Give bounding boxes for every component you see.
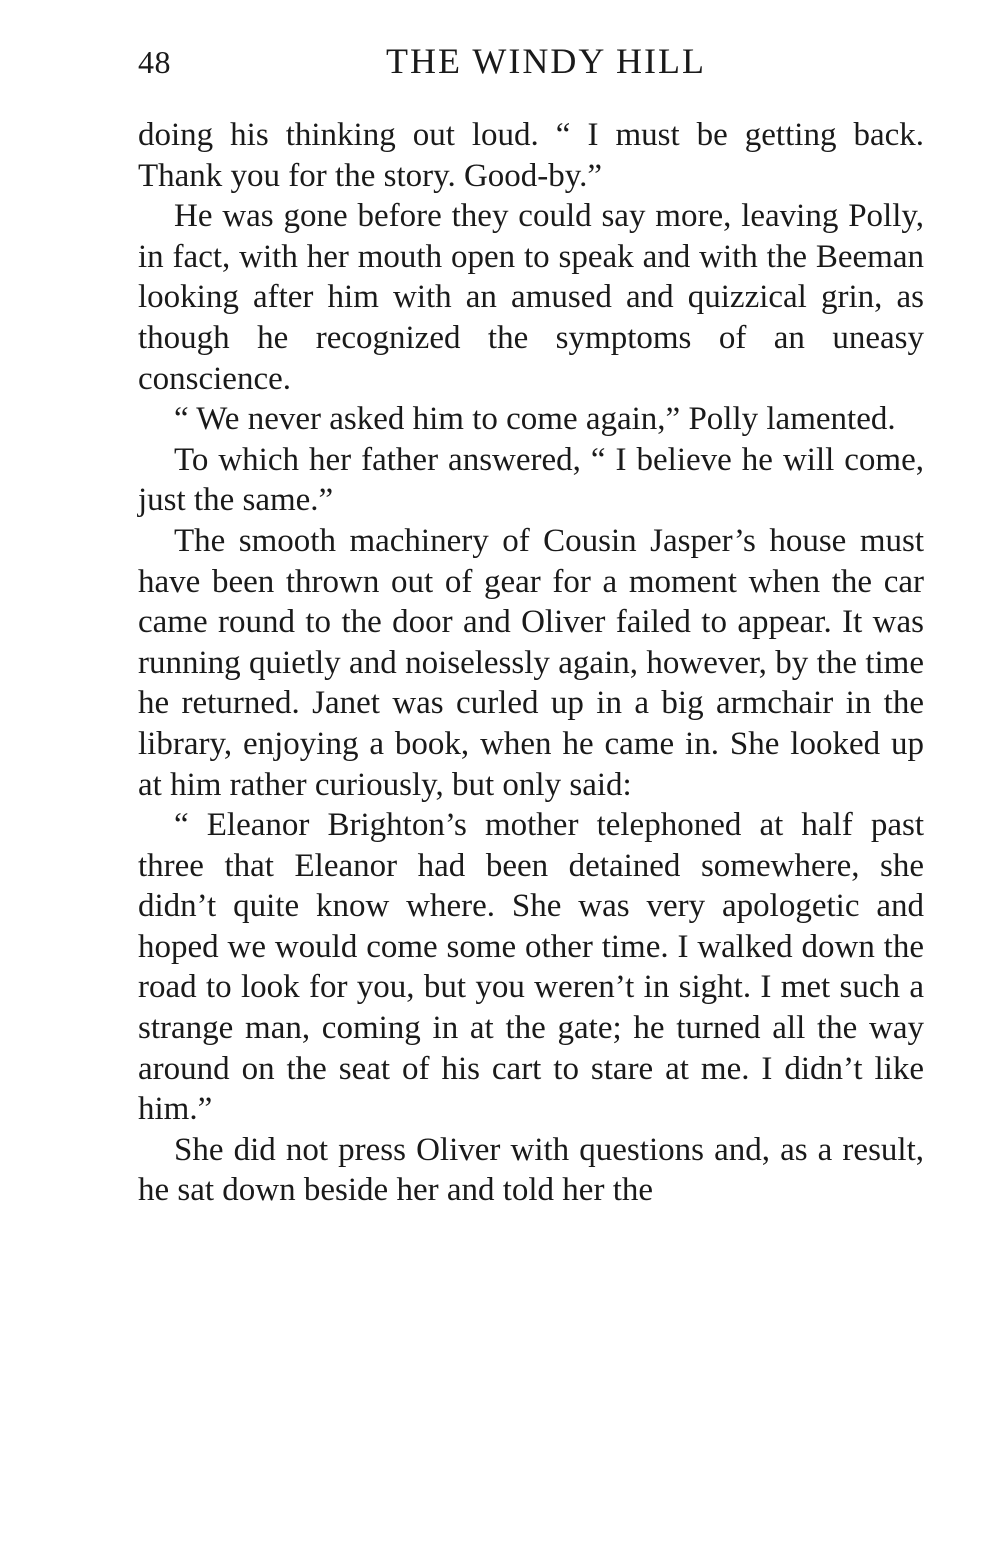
- paragraph: The smooth machinery of Cousin Jasper’s house must have been thrown out of gear for a moment when the car came round to the door and Oliver failed to appear. It was running quietly and noiselessly again, however, by the time he returned. Janet was curled up in a big armchair in the library, enjoying a book, when he came in. She looked up at him rather curiously, but only said:: [138, 522, 924, 803]
- body-text: [138, 115, 924, 1211]
- paragraph: “ Eleanor Brighton’s mother telephoned at half past three that Eleanor had been detained somewhere, she didn’t quite know where. She was very apologetic and hoped we would come some other time. I walked down the road to look for you, but you weren’t in sight. I met such a strange man, coming in at the gate; he turned all the way around on the seat of his cart to stare at me. I didn’t like him.”: [138, 807, 924, 1128]
- running-title: THE WINDY HILL: [386, 41, 706, 81]
- paragraph-continuation: doing his thinking out loud. “ I must be getting back. Thank you for the story. Good-by.”: [138, 117, 924, 194]
- paragraph: He was gone before they could say more, leaving Polly, in fact, with her mouth open to speak and with the Beeman looking after him with an amused and quizzical grin, as though he recognized the symptoms of an uneasy conscience.: [138, 198, 924, 397]
- page-header: [138, 40, 924, 90]
- paragraph: “ We never asked him to come again,” Polly lamented.: [174, 401, 896, 438]
- paragraph: She did not press Oliver with questions and, as a result, he sat down beside her and told her the: [138, 1131, 924, 1209]
- paragraph: To which her father answered, “ I believe he will come, just the same.”: [138, 441, 924, 519]
- page-number: 48: [138, 44, 171, 80]
